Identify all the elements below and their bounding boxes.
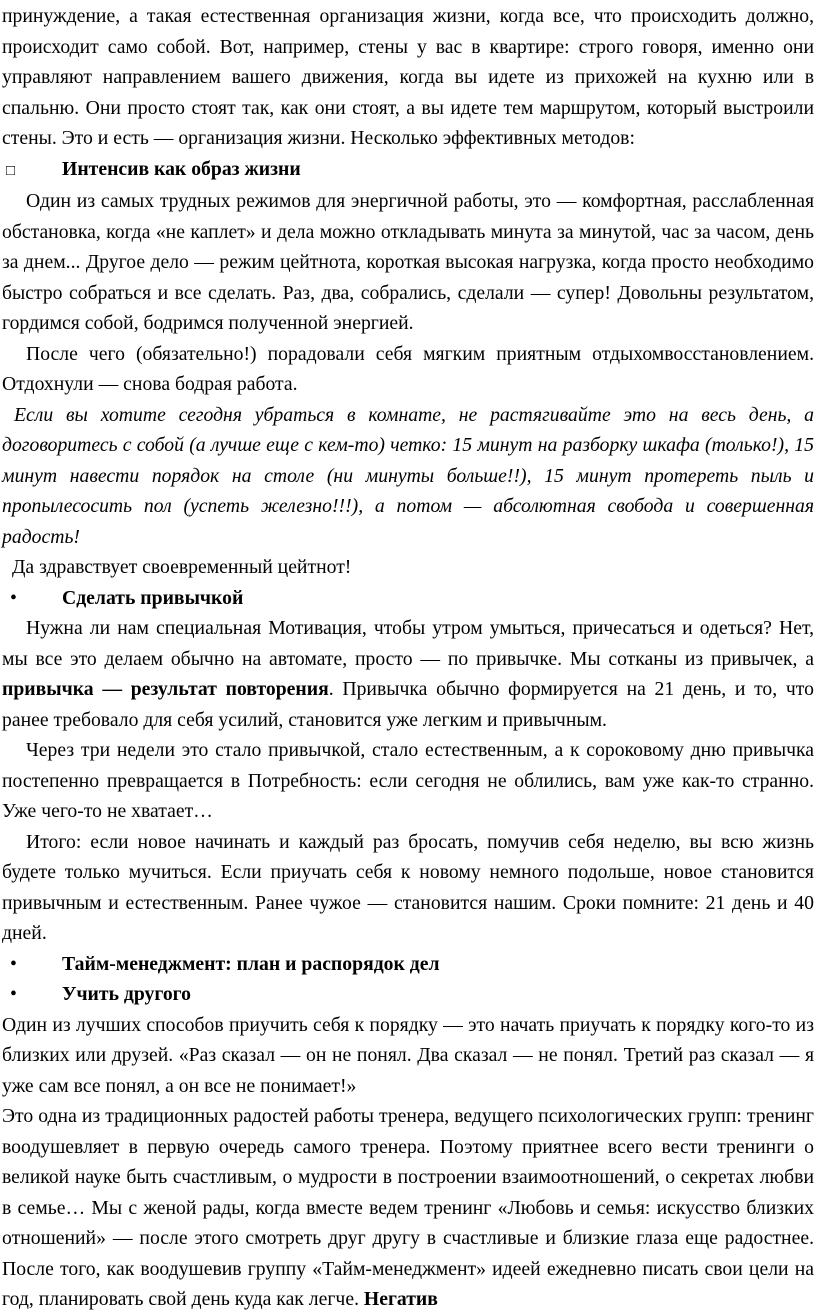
heading-teach-other	[2, 979, 814, 1010]
paragraph-motivation-part3: . Привычка обычно формируется на 21 день, и то, что ранее требовало для себя усилий, становится уже легким и привычным.	[2, 678, 814, 731]
paragraph-trainer-text: Это одна из традиционных радостей работы тренера, ведущего психологических групп: тренинг воодушевляет в первую очередь самого тренера. Поэтому приятнее всего вести тренинги о великой науке быть счастливым, о мудрости в построении взаимоотношений, о секретах любви в семье… Мы с женой рады, когда вместе ведем тренинг «Любовь и семья: искусство близких отношений» — после этого смотреть друг другу в счастливые и близкие глаза еще радостнее. После того, как воодушевив группу «Тайм-менеджмент» идеей ежедневно писать свои цели на год, планировать свой день куда как легче.	[2, 1105, 814, 1310]
missing-glyph-icon: □	[6, 162, 16, 179]
paragraph-regimes: Один из самых трудных режимов для энергичной работы, это — комфортная, расслабленная обстановка, когда «не каплет» и дела можно откладывать минута за минутой, час за часом, день за днем... Другое дело — режим цейтнота, короткая высокая нагрузка, когда просто необходимо быстро собраться и все сделать. Раз, два, собрались, сделали — супер! Довольны результатом, гордимся собой, бодримся полученной энергией.	[2, 190, 814, 334]
paragraph-three-weeks: Через три недели это стало привычкой, стало естественным, а к сороковому дню привычка постепенно превращается в Потребность: если сегодня не облились, вам уже как-то странно. Уже чего-то не хватает…	[2, 739, 814, 822]
paragraph-motivation-bold: привычка — результат повторения	[2, 678, 329, 700]
paragraph-teaching: Один из лучших способов приучить себя к порядку — это начать приучать к порядку кого-то из близких или друзей. «Раз сказал — он не понял. Два сказал — не понял. Третий раз сказал — я уже сам все понял, а он все не понимает!»	[2, 1013, 814, 1097]
paragraph-rest: После чего (обязательно!) порадовали себя мягким приятным отдыхомвосстановлением. Отдохнули — снова бодрая работа.	[2, 342, 814, 395]
paragraph-motivation-part1: Нужна ли нам специальная Мотивация, чтобы утром умыться, причесаться и одеться? Нет, мы все это делаем обычно на автомате, просто — по привычке. Мы сотканы из привычек, а	[2, 617, 814, 670]
bullet-icon: •	[10, 983, 17, 1005]
heading-time-management-label: Тайм-менеджмент: план и распорядок дел	[62, 952, 440, 975]
paragraph-example-italic: Если вы хотите сегодня убраться в комнате, не растягивайте это на весь день, а договоритесь с собой (а лучше еще с кем-то) четко: 15 минут на разборку шкафа (только!), 15 минут навести порядок на столе (ни минуты больше!!), 15 минут протереть пыль и пропылесосить пол (успеть железно!!!), а потом — абсолютная свобода и совершенная радость!	[2, 403, 814, 548]
heading-teach-other-label: Учить другого	[62, 983, 191, 1005]
heading-habit	[2, 583, 814, 614]
paragraph-summary: Итого: если новое начинать и каждый раз бросать, помучив себя неделю, вы всю жизнь будете только мучиться. Если приучать себя к новому немного подольше, новое становится привычным и естественным. Ранее чужое — становится нашим. Сроки помните: 21 день и 40 дней.	[2, 830, 814, 944]
heading-habit-label: Сделать привычкой	[62, 586, 244, 609]
bullet-icon: •	[10, 952, 17, 975]
paragraph-motivation	[2, 613, 814, 735]
heading-intensive-label: Интенсив как образ жизни	[62, 157, 301, 180]
heading-time-management	[2, 949, 814, 980]
paragraph-deadline: Да здравствует своевременный цейтнот!	[12, 556, 352, 578]
bullet-icon: •	[10, 586, 17, 609]
heading-intensive	[2, 154, 814, 187]
paragraph-trainer	[2, 1101, 814, 1315]
paragraph-intro: принуждение, а такая естественная организация жизни, когда все, что происходить должно, происходит само собой. Вот, например, стены у вас в квартире: строго говоря, именно они управляют направлением вашего движения, когда вы идете из прихожей на кухню или в спальню. Они просто стоят так, как они стоят, а вы идете тем маршрутом, который выстроили стены. Это и есть — организация жизни. Несколько эффективных методов:	[2, 5, 814, 149]
paragraph-trainer-bold: Негатив	[363, 1288, 438, 1310]
